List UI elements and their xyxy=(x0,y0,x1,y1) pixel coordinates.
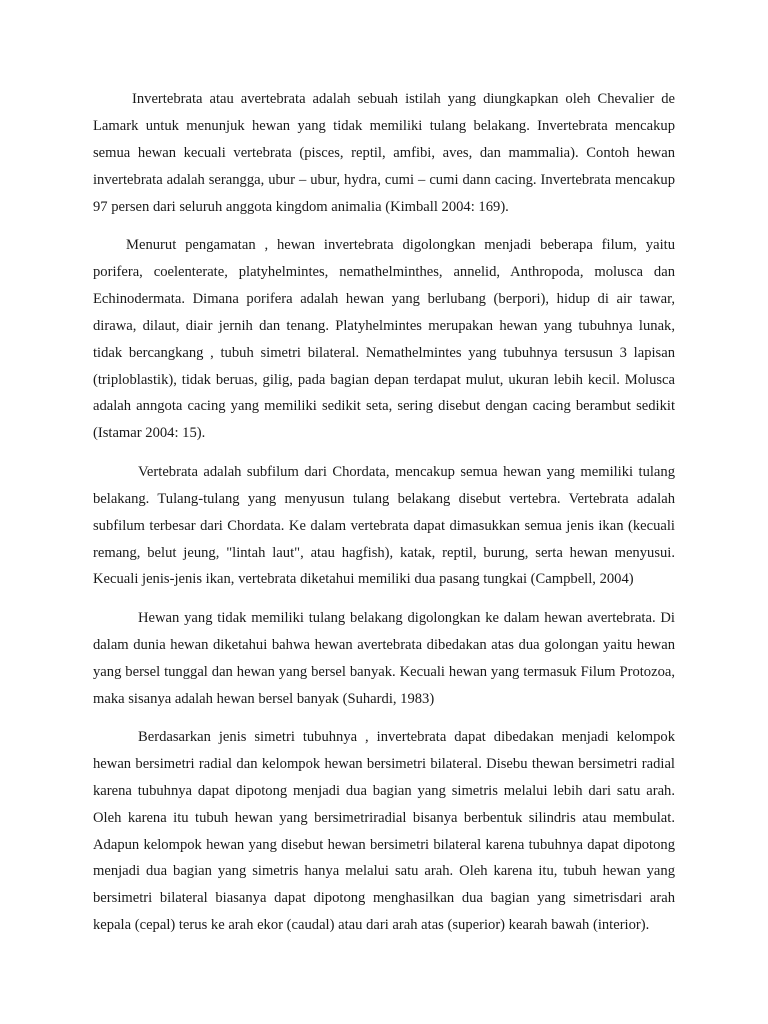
paragraph-invertebrata-definition: Invertebrata atau avertebrata adalah sebuah istilah yang diungkapkan oleh Chevalier de Lamark untuk menunjuk hewan yang tidak memiliki tulang belakang. Invertebrata mencakup semua hewan kecuali vertebrata (pisces, reptil, amfibi, aves, dan mammalia). Contoh hewan invertebrata adalah serangga, ubur – ubur, hydra, cumi – cumi dann cacing. Invertebrata mencakup 97 persen dari seluruh anggota kingdom animalia (Kimball 2004: 169). xyxy=(93,91,675,215)
paragraph-vertebrata: Vertebrata adalah subfilum dari Chordata, mencakup semua hewan yang memiliki tulang belakang. Tulang-tulang yang menyusun tulang belakang disebut vertebra. Vertebrata adalah subfilum terbesar dari Chordata. Ke dalam vertebrata dapat dimasukkan semua jenis ikan (kecuali remang, belut jeung, "lintah laut", atau hagfish), katak, reptil, burung, serta hewan menyusui. Kecuali jenis-jenis ikan, vertebrata diketahui memiliki dua pasang tungkai (Campbell, 2004) xyxy=(93,463,675,588)
paragraph-simetri-tubuh: Berdasarkan jenis simetri tubuhnya , invertebrata dapat dibedakan menjadi kelompok hewan bersimetri radial dan kelompok hewan bersimetri bilateral. Disebu thewan bersimetri radial karena tubuhnya dapat dipotong menjadi dua bagian yang simetris melalui lebih dari satu arah. Oleh karena itu tubuh hewan yang bersimetriradial bisanya berbentuk silindris atau membulat. Adapun kelompok hewan yang disebut hewan bersimetri bilateral karena tubuhnya dapat dipotong menjadi dua bagian yang simetris hanya melalui satu arah. Oleh karena itu, tubuh hewan yang bersimetri bilateral biasanya dapat dipotong menghasilkan dua bagian yang simetrisdari arah kepala (cepal) terus ke arah ekor (caudal) atau dari arah atas (superior) kearah bawah (interior). xyxy=(93,728,675,934)
document-body xyxy=(93,86,675,951)
paragraph-invertebrata-filum: Menurut pengamatan , hewan invertebrata digolongkan menjadi beberapa filum, yaitu porifera, coelenterate, platyhelmintes, nemathelminthes, annelid, Anthropoda, molusca dan Echinodermata. Dimana porifera adalah hewan yang berlubang (berpori), hidup di air tawar, dirawa, dilaut, diair jernih dan tenang. Platyhelmintes merupakan hewan yang tubuhnya lunak, tidak bercangkang , tubuh simetri bilateral. Nemathelmintes yang tubuhnya tersusun 3 lapisan (triploblastik), tidak beruas, gilig, pada bagian depan terdapat mulut, ukuran lebih kecil. Molusca adalah anngota cacing yang memiliki sedikit seta, sering disebut dengan cacing berambut sedikit (Istamar 2004: 15). xyxy=(93,237,675,442)
paragraph-avertebrata-golongan: Hewan yang tidak memiliki tulang belakang digolongkan ke dalam hewan avertebrata. Di dalam dunia hewan diketahui bahwa hewan avertebrata dibedakan atas dua golongan yaitu hewan yang bersel tunggal dan hewan yang bersel banyak. Kecuali hewan yang termasuk Filum Protozoa, maka sisanya adalah hewan bersel banyak (Suhardi, 1983) xyxy=(93,609,675,707)
